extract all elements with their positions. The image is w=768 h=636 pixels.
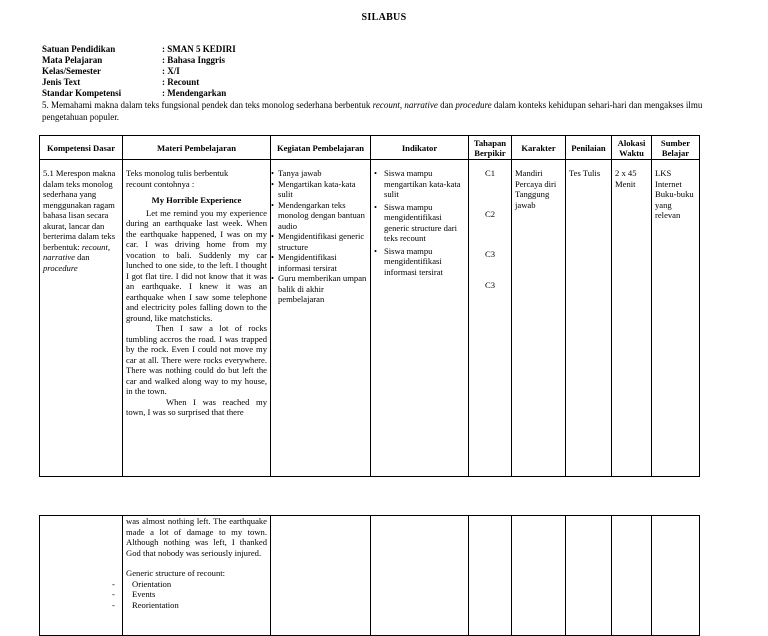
dash: - bbox=[112, 599, 115, 610]
kd-procedure: procedure bbox=[43, 262, 78, 273]
kd-cell bbox=[40, 160, 123, 477]
list-item: • Mengidentifikasi generic structure bbox=[274, 231, 367, 252]
materi-intro: Teks monolog tulis berbentuk recount contohnya : bbox=[126, 168, 229, 189]
sumber-value: Buku-buku yang relevan bbox=[655, 189, 694, 220]
meta-value: : SMAN 5 KEDIRI bbox=[162, 44, 236, 54]
generic-structure-list bbox=[112, 578, 267, 611]
header-penilaian: Penilaian bbox=[566, 136, 612, 160]
meta-row bbox=[42, 88, 236, 99]
generic-item: Reorientation bbox=[132, 599, 179, 610]
kd-and: dan bbox=[74, 252, 90, 262]
list-item bbox=[374, 202, 465, 244]
bullet: • bbox=[374, 168, 378, 178]
list-item: • Mendengarkan teks monolog dengan bantuan audio bbox=[274, 200, 367, 232]
kegiatan-cell bbox=[271, 516, 371, 636]
story-paragraph: was almost nothing left. The earthquake made a lot of damage to my town. Although nothing was left, I thanked God that nobody was seriously injured. bbox=[126, 516, 267, 558]
karakter-cell bbox=[512, 516, 566, 636]
karakter-cell bbox=[512, 160, 566, 477]
generic-structure-title: Generic structure of recount: bbox=[126, 568, 226, 578]
meta-value: : Mendengarkan bbox=[162, 88, 227, 98]
page-title: SILABUS bbox=[361, 12, 407, 23]
syllabus-table-continued bbox=[39, 515, 700, 636]
karakter-value: Tanggung jawab bbox=[515, 189, 550, 210]
header-karakter: Karakter bbox=[512, 136, 566, 160]
sumber-cell bbox=[652, 516, 700, 636]
list-item: • Tanya jawab bbox=[274, 168, 367, 179]
standar-kompetensi-text bbox=[42, 100, 708, 123]
list-item: • Mengidentifikasi informasi tersirat bbox=[274, 252, 367, 273]
karakter-value: Percaya diri bbox=[515, 178, 557, 189]
list-item bbox=[374, 168, 465, 200]
generic-item: Orientation bbox=[132, 578, 172, 589]
kd-forms: recount, narrative bbox=[43, 241, 110, 262]
kd-text: 5.1 Merespon makna dalam teks monolog sederhana yang menggunakan ragam bahasa lisan secara akurat, lancar dan berterima dalam teks berbentuk: bbox=[43, 168, 116, 252]
story-paragraph: When I was reached my town, I was so surprised that there bbox=[126, 396, 267, 417]
alokasi-value: 2 x 45 Menit bbox=[615, 168, 637, 189]
list-item bbox=[112, 578, 267, 590]
header-kompetensi-dasar: Kompetensi Dasar bbox=[40, 136, 123, 160]
story-paragraph: Then I saw a lot of rocks tumbling accros the road. I was trapped by the rock. Even I could not move my car at all. There were rocks everywhere. There was nothing could do but left the car and walked along way to my house, in the town. bbox=[126, 323, 267, 396]
tahapan-cell bbox=[469, 160, 512, 477]
indikator-cell bbox=[371, 516, 469, 636]
header-kegiatan: Kegiatan Pembelajaran bbox=[271, 136, 371, 160]
kd-cell bbox=[40, 516, 123, 636]
meta-row bbox=[42, 66, 236, 77]
tahapan-value: C2 bbox=[484, 208, 496, 219]
materi-cell bbox=[112, 516, 271, 636]
header-tahapan: Tahapan Berpikir bbox=[469, 136, 512, 160]
meta-label: Mata Pelajaran bbox=[42, 55, 103, 65]
tahapan-cell bbox=[469, 516, 512, 636]
story-title: My Horrible Experience bbox=[151, 195, 242, 205]
table-row bbox=[40, 160, 700, 477]
meta-value: : Bahasa Inggris bbox=[162, 55, 226, 65]
table-header-row bbox=[40, 136, 700, 160]
indikator-text: Siswa mampu mengartikan kata-kata sulit bbox=[384, 168, 461, 199]
list-item bbox=[112, 589, 267, 600]
meta-label: Jenis Text bbox=[42, 77, 81, 87]
indikator-cell bbox=[371, 160, 469, 477]
document-meta bbox=[42, 44, 236, 99]
meta-value: : Recount bbox=[162, 77, 200, 87]
sumber-cell bbox=[652, 160, 700, 477]
alokasi-cell bbox=[612, 516, 652, 636]
meta-row bbox=[42, 77, 236, 88]
meta-label: Standar Kompetensi bbox=[42, 88, 122, 98]
list-item: • Guru memberikan umpan balik di akhir pembelajaran bbox=[274, 273, 367, 305]
header-indikator: Indikator bbox=[371, 136, 469, 160]
penilaian-value: Tes Tulis bbox=[569, 168, 601, 178]
kegiatan-list bbox=[274, 168, 367, 305]
meta-row bbox=[42, 55, 236, 66]
dash: - bbox=[112, 589, 115, 599]
sumber-value: Internet bbox=[655, 178, 682, 189]
indikator-text: Siswa mampu mengidentifikasi informasi tersirat bbox=[384, 245, 443, 277]
story-paragraph: Let me remind you my experience during an earthquake last week. When the earthquake happened, I was on my car. I was driving home from my vocation to bali. Suddenly my car lunched to one side, to the left. I thought I got flat tire. I did not know that it was an earthquake. I knew it was an earthquake when I saw some telephone and electricity poles falling down to the ground, like matchsticks. bbox=[126, 207, 267, 323]
meta-value: : X/I bbox=[162, 66, 180, 76]
list-item: • Mengartikan kata-kata sulit bbox=[274, 179, 367, 200]
penilaian-cell bbox=[566, 516, 612, 636]
alokasi-cell bbox=[612, 160, 652, 477]
header-materi: Materi Pembelajaran bbox=[123, 136, 271, 160]
dash: - bbox=[112, 578, 115, 589]
table-row bbox=[40, 516, 700, 636]
sk-procedure: procedure bbox=[455, 100, 492, 110]
header-alokasi: Alokasi Waktu bbox=[612, 136, 652, 160]
meta-label: Satuan Pendidikan bbox=[42, 44, 116, 54]
tahapan-value: C3 bbox=[484, 279, 496, 290]
meta-label: Kelas/Semester bbox=[42, 66, 101, 76]
syllabus-table bbox=[39, 135, 700, 477]
header-sumber: Sumber Belajar bbox=[652, 136, 700, 160]
sk-text-end: dalam konteks kehidupan sehari-hari dan mengakses ilmu pengetahuan populer. bbox=[42, 100, 703, 122]
bullet: • bbox=[374, 245, 378, 256]
list-item bbox=[112, 599, 267, 611]
kegiatan-cell bbox=[271, 160, 371, 477]
materi-cell bbox=[123, 160, 271, 477]
meta-row bbox=[42, 44, 236, 55]
list-item bbox=[374, 246, 465, 278]
sk-text: 5. Memahami makna dalam teks fungsional pendek dan teks monolog sederhana berbentuk bbox=[42, 100, 373, 110]
tahapan-value: C3 bbox=[484, 249, 496, 259]
tahapan-value: C1 bbox=[484, 168, 496, 178]
bullet: • bbox=[374, 201, 378, 212]
sumber-value: LKS bbox=[655, 168, 672, 178]
generic-item: Events bbox=[132, 589, 156, 599]
indikator-text: Siswa mampu mengidentifikasi generic structure dari teks recount bbox=[384, 201, 458, 243]
karakter-value: Mandiri bbox=[515, 168, 543, 178]
penilaian-cell bbox=[566, 160, 612, 477]
sk-and: dan bbox=[437, 100, 456, 110]
sk-forms: recount, narrative bbox=[372, 100, 438, 110]
